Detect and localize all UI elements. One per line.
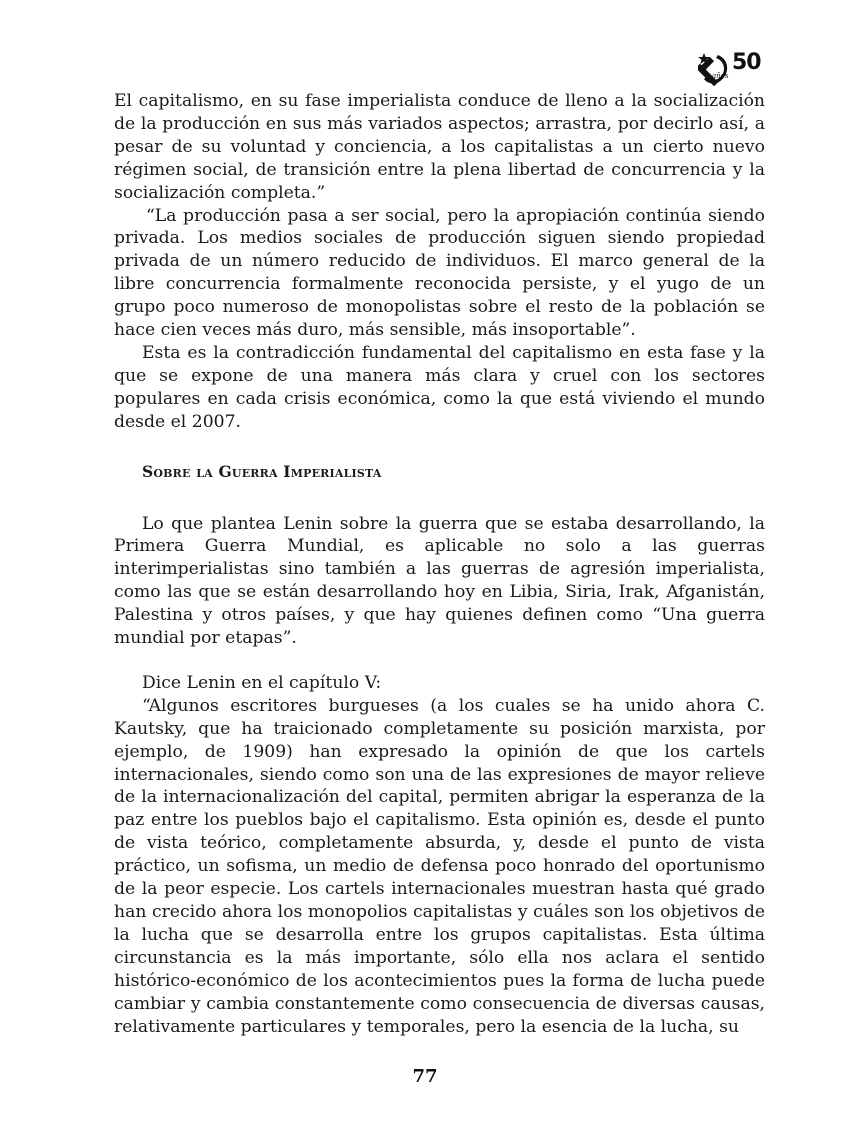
paragraph: El capitalismo, en su fase imperialista conduce de lleno a la socialización de la producción en sus más variados aspectos; arrastra, por decirlo así, a pesar de su voluntad y conciencia, a los capitalistas a un cierto nuevo régimen social, de transición entre la plena libertad de concurrencia y la socialización completa.” — [114, 91, 765, 203]
paragraph: Dice Lenin en el capítulo V: — [142, 672, 382, 693]
hammer-and-sickle-star-icon — [698, 52, 730, 86]
paragraph: Lo que plantea Lenin sobre la guerra que se estaba desarrollando, la Primera Guerra Mundial, es aplicable no solo a las guerras interimperialistas sino también a las guerras de agresión imperialista, como las que se están desarrollando hoy en Libia, Siria, Irak, Afganistán, Palestina y otros países, y que hay quienes definen como “Una guerra mundial por etapas”. — [114, 513, 765, 649]
anniversary-logo — [698, 52, 768, 88]
paragraph: Esta es la contradicción fundamental del capitalismo en esta fase y la que se expone de una manera más clara y cruel con los sectores populares en cada crisis económica, como la que está viviendo el mundo desde el 2007. — [114, 342, 765, 432]
logo-number: 50 — [732, 50, 761, 75]
paragraph: “La producción pasa a ser social, pero la apropiación continúa siendo privada. Los medios sociales de producción siguen siendo propiedad privada de un número reducido de individuos. El marco general de la libre concurrencia formalmente reconocida persiste, y el yugo de un grupo poco numeroso de monopolistas sobre el resto de la población se hace cien veces más duro, más sensible, más insoportable”. — [114, 205, 765, 341]
page-number: 77 — [412, 1066, 438, 1087]
page-body — [114, 90, 765, 1038]
section-heading: Sobre la Guerra Imperialista — [142, 461, 382, 481]
logo-subtext: años — [712, 72, 729, 80]
quote-paragraph: “Algunos escritores burgueses (a los cuales se ha unido ahora C. Kautsky, que ha traicionado completamente su posición marxista, por ejemplo, de 1909) han expresado la opinión de que los cartels internacionales, siendo como son una de las expresiones de mayor relieve de la internacionalización del capital, permiten abrigar la esperanza de la paz entre los pueblos bajo el capitalismo. Esta opinión es, desde el punto de vista teórico, completamente absurda, y, desde el punto de vista práctico, un sofisma, un medio de defensa poco honrado del oportunismo de la peor especie. Los cartels internacionales muestran hasta qué grado han crecido ahora los monopolios capitalistas y cuáles son los objetivos de la lucha que se desarrolla entre los grupos capitalistas. Esta última circunstancia es la más importante, sólo ella nos aclara el sentido histórico-económico de los acontecimientos pues la forma de lucha puede cambiar y cambia constantemente como consecuencia de diversas causas, relativamente particulares y temporales, pero la esencia de la lucha, su — [114, 695, 765, 1037]
